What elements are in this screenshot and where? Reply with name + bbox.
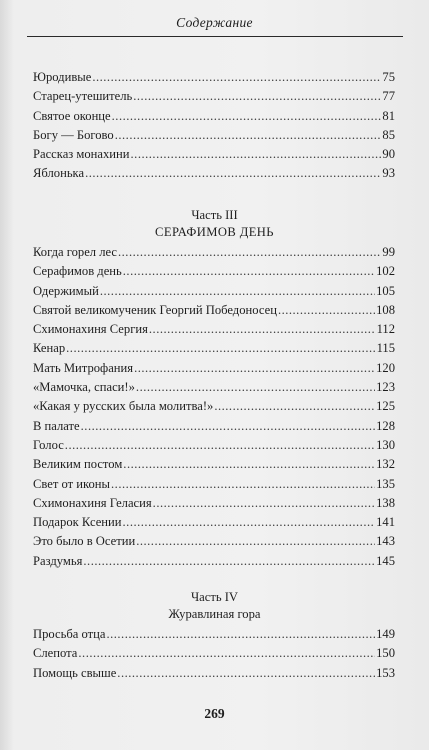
toc-entry	[33, 436, 395, 455]
toc-entry	[33, 644, 395, 663]
leader-dots	[278, 301, 375, 320]
toc-entry-page: 153	[376, 665, 395, 680]
toc-entry-title: Кенар	[33, 341, 66, 356]
toc-entry-page: 77	[382, 89, 395, 104]
toc-entry-page: 81	[382, 108, 395, 123]
toc-entry-title: Схимонахиня Геласия	[33, 495, 152, 510]
toc-entry-title: Одержимый	[33, 283, 99, 298]
leader-dots	[134, 359, 375, 378]
toc-entry	[33, 87, 395, 106]
leader-dots	[81, 417, 375, 436]
toc-entry-page: 112	[376, 322, 395, 337]
toc-entry-page: 108	[376, 302, 395, 317]
toc-entry-title: Яблонька	[33, 166, 85, 181]
toc-entry	[33, 475, 395, 494]
part-3-title: СЕРАФИМОВ ДЕНЬ	[155, 225, 274, 239]
toc-entry-title: Раздумья	[33, 553, 83, 568]
toc-entry-page: 102	[376, 264, 395, 279]
part-4-label: Часть IV	[190, 590, 239, 604]
toc-entry-title: «Мамочка, спаси!»	[33, 380, 135, 395]
toc-entry-page: 135	[376, 476, 395, 491]
leader-dots	[92, 68, 381, 87]
toc-entry-title: Свет от иконы	[33, 476, 111, 491]
leader-dots	[123, 455, 375, 474]
toc-entry-title: Старец-утешитель	[33, 89, 133, 104]
page-number: 269	[204, 706, 225, 721]
toc-section-part-4	[33, 625, 395, 683]
toc-entry	[33, 494, 395, 513]
toc-entry-page: 115	[376, 341, 395, 356]
leader-dots	[111, 475, 375, 494]
toc-entry-title: Мать Митрофания	[33, 360, 134, 375]
toc-entry-title: Слепота	[33, 646, 78, 661]
leader-dots	[131, 145, 382, 164]
toc-entry-page: 150	[376, 646, 395, 661]
toc-entry	[33, 243, 395, 262]
toc-entry	[33, 455, 395, 474]
toc-entry	[33, 359, 395, 378]
leader-dots	[153, 494, 375, 513]
toc-entry-title: Просьба отца	[33, 627, 106, 641]
toc-entry-page: 138	[376, 495, 395, 510]
toc-entry-title: Святое оконце	[33, 108, 111, 123]
toc-entry	[33, 68, 395, 87]
toc-entry	[33, 301, 395, 320]
header-rule	[27, 36, 403, 37]
toc-entry-page: 145	[376, 553, 395, 568]
toc-entry	[33, 262, 395, 281]
toc-entry	[33, 532, 395, 551]
toc-entry	[33, 513, 395, 532]
toc-entry-page: 93	[382, 166, 395, 181]
leader-dots	[66, 339, 375, 358]
toc-entry-title: Это было в Осетии	[33, 534, 136, 549]
leader-dots	[106, 625, 375, 644]
part-4-title: Журавлиная гора	[168, 607, 261, 621]
toc-entry	[33, 107, 395, 126]
toc-entry-title: Великим постом	[33, 457, 123, 472]
toc-entry	[33, 552, 395, 571]
toc-entry-page: 85	[382, 127, 395, 142]
leader-dots	[133, 87, 381, 106]
leader-dots	[100, 282, 375, 301]
toc-entry	[33, 126, 395, 145]
toc-entry-page: 120	[376, 360, 395, 375]
toc-entry-title: В палате	[33, 418, 80, 433]
leader-dots	[112, 107, 382, 126]
toc-entry	[33, 397, 395, 416]
toc-entry-title: «Какая у русских была молитва!»	[33, 399, 214, 414]
toc-entry-page: 149	[376, 627, 395, 641]
toc-entry-page: 125	[376, 399, 395, 414]
toc-entry	[33, 664, 395, 683]
toc-entry	[33, 625, 395, 644]
toc-entry	[33, 320, 395, 339]
toc-entry-page: 90	[382, 147, 395, 162]
toc-entry-title: Рассказ монахини	[33, 147, 130, 162]
leader-dots	[123, 262, 375, 281]
toc-entry-page: 128	[376, 418, 395, 433]
toc-entry-page: 130	[376, 437, 395, 452]
leader-dots	[118, 243, 381, 262]
leader-dots	[65, 436, 375, 455]
toc-entry-page: 123	[376, 380, 395, 395]
toc-entry-title: Юродивые	[33, 70, 92, 84]
toc-section-part-3	[33, 243, 395, 571]
toc-entry-page: 75	[382, 70, 395, 84]
toc-entry-page: 132	[376, 457, 395, 472]
toc-entry-page: 143	[376, 534, 395, 549]
leader-dots	[117, 664, 375, 683]
leader-dots	[214, 397, 375, 416]
toc-entry-title: Голос	[33, 437, 64, 452]
leader-dots	[78, 644, 375, 663]
running-header	[0, 14, 429, 32]
leader-dots	[83, 552, 375, 571]
toc-entry-title: Святой великомученик Георгий Победоносец	[33, 302, 277, 317]
leader-dots	[85, 164, 381, 183]
toc-entry-title: Подарок Ксении	[33, 515, 122, 530]
leader-dots	[136, 378, 375, 397]
toc-entry-title: Схимонахиня Сергия	[33, 322, 148, 337]
toc-entry-title: Серафимов день	[33, 264, 122, 279]
toc-entry	[33, 164, 395, 183]
leader-dots	[136, 532, 375, 551]
toc-entry-title: Помощь свыше	[33, 665, 117, 680]
toc-entry-title: Когда горел лес	[33, 245, 117, 259]
leader-dots	[149, 320, 376, 339]
toc-entry	[33, 378, 395, 397]
toc-entry-page: 105	[376, 283, 395, 298]
header-title: Содержание	[176, 15, 253, 30]
toc-entry-page: 99	[382, 245, 395, 259]
toc-entry	[33, 282, 395, 301]
toc-section-1	[33, 68, 395, 184]
toc-entry-page: 141	[376, 515, 395, 530]
toc-entry-title: Богу — Богово	[33, 127, 114, 142]
toc-entry	[33, 339, 395, 358]
toc-entry	[33, 145, 395, 164]
leader-dots	[123, 513, 376, 532]
toc-entry	[33, 417, 395, 436]
part-3-label: Часть III	[191, 208, 238, 222]
leader-dots	[115, 126, 382, 145]
